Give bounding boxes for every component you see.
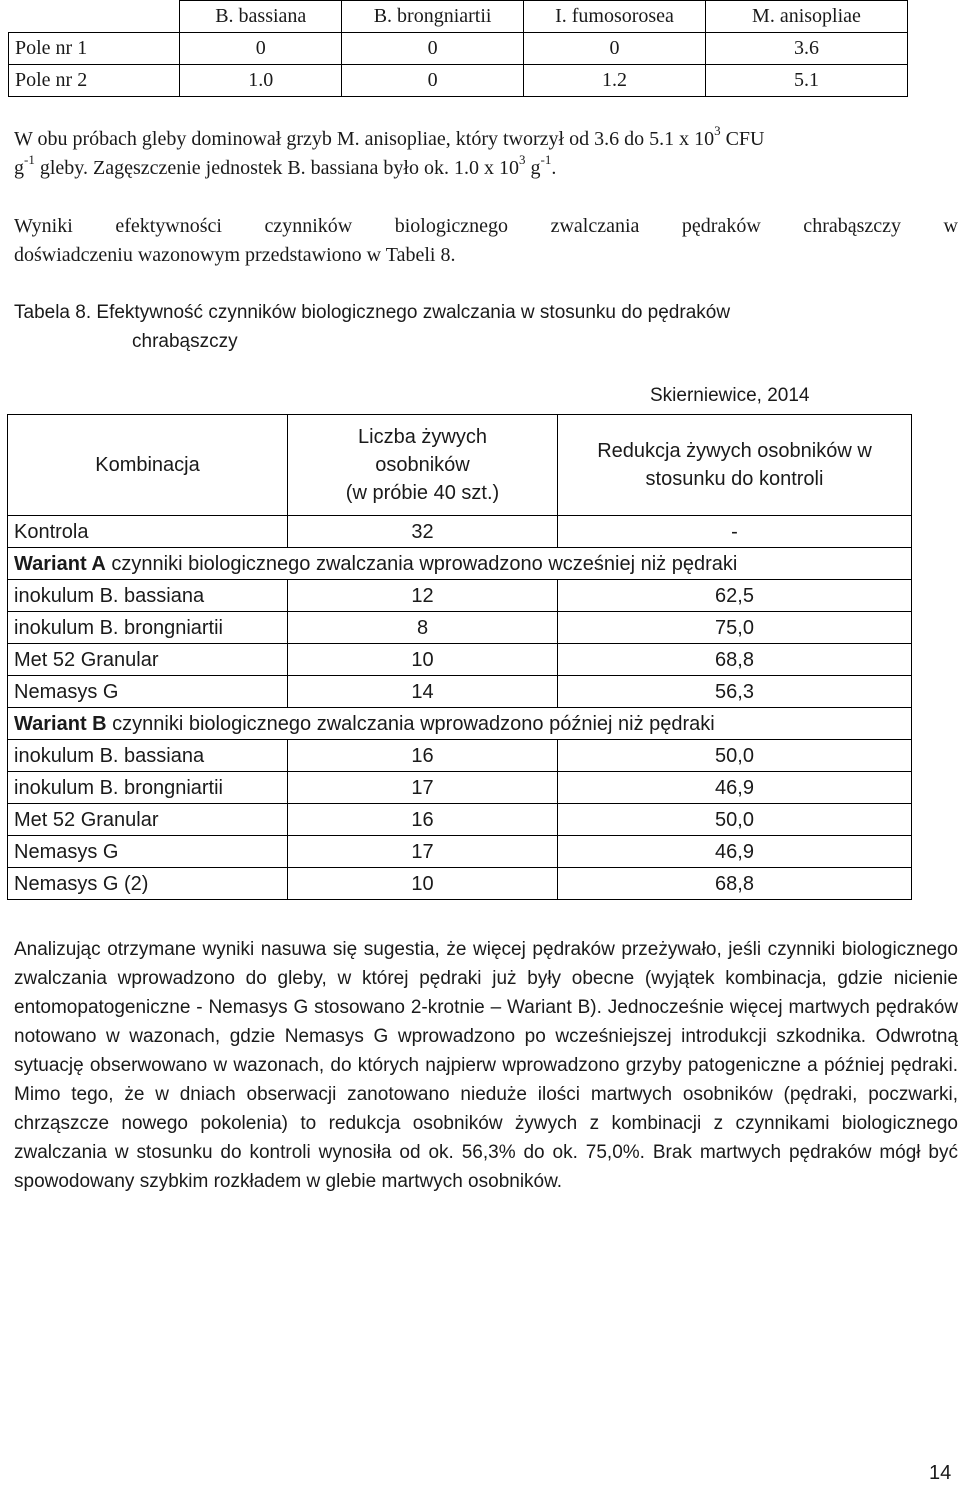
header-line: stosunku do kontroli — [645, 468, 824, 490]
cfu-table — [8, 0, 908, 97]
row-name: Kontrola — [8, 516, 288, 548]
row-name: Nemasys G (2) — [8, 868, 288, 900]
row-name: inokulum B. bassiana — [8, 580, 288, 612]
variant-row — [8, 548, 912, 580]
header-line: osobników — [375, 454, 470, 476]
paragraph-cfu — [14, 125, 958, 183]
text: CFU — [720, 128, 765, 150]
row-reduction: 50,0 — [558, 804, 912, 836]
row-count: 32 — [288, 516, 558, 548]
table-row — [8, 836, 912, 868]
row-label: Pole nr 1 — [9, 33, 180, 65]
header-line: Redukcja żywych osobników w — [597, 440, 872, 462]
row-reduction: - — [558, 516, 912, 548]
header-count — [288, 415, 558, 516]
cell: 0 — [342, 33, 524, 65]
text: . — [551, 157, 557, 179]
empty-corner-cell — [9, 1, 180, 33]
row-count: 16 — [288, 804, 558, 836]
variant-title: Wariant B — [14, 712, 107, 735]
cell: 0 — [342, 65, 524, 97]
header-cell: I. fumosorosea — [524, 1, 706, 33]
row-name: Met 52 Granular — [8, 644, 288, 676]
row-count: 17 — [288, 836, 558, 868]
cell: 5.1 — [705, 65, 907, 97]
variant-a-heading — [8, 548, 912, 580]
paragraph-results-intro — [14, 212, 958, 270]
row-count: 12 — [288, 580, 558, 612]
row-name: inokulum B. brongniartii — [8, 612, 288, 644]
row-reduction: 68,8 — [558, 644, 912, 676]
row-reduction: 75,0 — [558, 612, 912, 644]
analysis-paragraph: Analizując otrzymane wyniki nasuwa się sugestia, że więcej pędraków przeżywało, jeśli czynniki biologicznego zwalczania wprowadzono do gleby, w której pędraki już były obecne (wyjątek kombinacja, gdzie nicienie entomopatogeniczne - Nemasys G stosowano 2-krotnie – Wariant B). Jednocześnie więcej martwych pędraków notowano w wazonach, gdzie Nemasys G wprowadzono po wcześniejszej introdukcji szkodnika. Odwrotną sytuację obserwowano w wazonach, do których najpierw wprowadzono grzyby patogeniczne a później pędraki. Mimo tego, że w dniach obserwacji zanotowano nieduże ilości martwych osobników (pędraki, poczwarki, chrząszcze nowego pokolenia) to redukcja osobników żywych z kombinacji z czynnikami biologicznego zwalczania w stosunku do kontroli wynosiła od ok. 56,3% do ok. 75,0%. Brak martwych pędraków mógł być spowodowany szybkim rozkładem w glebie martwych osobników. — [14, 939, 958, 1192]
row-reduction: 56,3 — [558, 676, 912, 708]
header-reduction — [558, 415, 912, 516]
table-caption — [14, 298, 730, 356]
superscript: -1 — [540, 152, 552, 168]
row-reduction: 46,9 — [558, 836, 912, 868]
table-row — [8, 612, 912, 644]
superscript: -1 — [24, 152, 35, 168]
variant-desc: czynniki biologicznego zwalczania wprowadzono później niż pędraki — [106, 712, 715, 735]
row-count: 16 — [288, 740, 558, 772]
table-row — [8, 676, 912, 708]
variant-desc: czynniki biologicznego zwalczania wprowadzono wcześniej niż pędraki — [105, 552, 738, 575]
table-row — [9, 33, 908, 65]
header-kombinacja: Kombinacja — [8, 415, 288, 516]
header-cell: M. anisopliae — [705, 1, 907, 33]
cell: 0 — [524, 33, 706, 65]
table-row — [8, 868, 912, 900]
row-reduction: 68,8 — [558, 868, 912, 900]
row-name: Nemasys G — [8, 836, 288, 868]
table-row — [8, 580, 912, 612]
caption-line: Tabela 8. Efektywność czynników biologicznego zwalczania w stosunku do pędraków — [14, 302, 731, 323]
text-line: Wyniki efektywności czynników biologicznego zwalczania pędraków chrabąszczy w — [14, 215, 958, 237]
table-row — [8, 740, 912, 772]
row-reduction: 62,5 — [558, 580, 912, 612]
cell: 1.0 — [180, 65, 342, 97]
table-row — [8, 804, 912, 836]
table-row — [8, 644, 912, 676]
row-name: Met 52 Granular — [8, 804, 288, 836]
cell: 1.2 — [524, 65, 706, 97]
header-cell: B. bassiana — [180, 1, 342, 33]
row-count: 10 — [288, 644, 558, 676]
page-number: 14 — [929, 1462, 952, 1484]
row-name: Nemasys G — [8, 676, 288, 708]
location-date: Skierniewice, 2014 — [650, 385, 810, 406]
row-name: inokulum B. bassiana — [8, 740, 288, 772]
cell: 0 — [180, 33, 342, 65]
variant-title: Wariant A — [14, 552, 106, 575]
row-count: 10 — [288, 868, 558, 900]
row-count: 8 — [288, 612, 558, 644]
row-name: inokulum B. brongniartii — [8, 772, 288, 804]
text: g — [525, 157, 541, 179]
text: g — [14, 157, 24, 179]
row-label: Pole nr 2 — [9, 65, 180, 97]
variant-row — [8, 708, 912, 740]
table-row — [8, 772, 912, 804]
text: W obu próbach gleby dominował grzyb M. anisopliae, który tworzył od 3.6 do 5.1 x 10 — [14, 128, 715, 150]
efficacy-table-header — [8, 415, 912, 516]
header-cell: B. brongniartii — [342, 1, 524, 33]
efficacy-table — [7, 414, 912, 900]
superscript: 3 — [714, 123, 721, 139]
header-line: (w próbie 40 szt.) — [345, 482, 500, 504]
variant-b-heading — [8, 708, 912, 740]
row-reduction: 46,9 — [558, 772, 912, 804]
row-count: 17 — [288, 772, 558, 804]
row-count: 14 — [288, 676, 558, 708]
header-line: Liczba żywych — [358, 426, 487, 448]
row-reduction: 50,0 — [558, 740, 912, 772]
table-row — [9, 65, 908, 97]
table-row — [8, 516, 912, 548]
text: gleby. Zagęszczenie jednostek B. bassiana było ok. 1.0 x 10 — [34, 157, 519, 179]
caption-line: chrabąszczy — [132, 331, 238, 352]
text-line: doświadczeniu wazonowym przedstawiono w Tabeli 8. — [14, 244, 456, 266]
cfu-table-header — [9, 1, 908, 33]
cell: 3.6 — [705, 33, 907, 65]
superscript: 3 — [518, 152, 526, 168]
